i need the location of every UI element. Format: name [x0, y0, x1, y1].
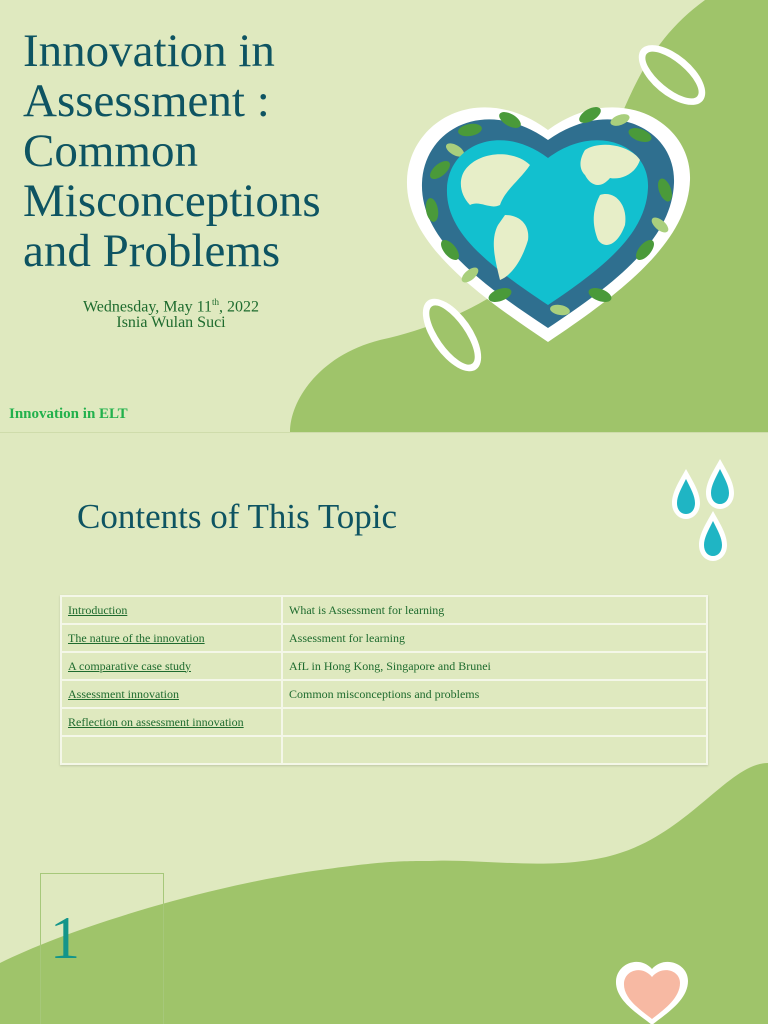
table-row — [61, 708, 707, 736]
topic-link[interactable]: Introduction — [68, 602, 128, 617]
topic-link[interactable]: Assessment innovation — [68, 686, 179, 701]
title-slide — [0, 0, 768, 432]
topic-cell — [61, 624, 282, 652]
date-year: , 2022 — [219, 298, 260, 316]
detail-cell: Common misconceptions and problems — [282, 680, 707, 708]
table-row — [61, 652, 707, 680]
table-row — [61, 736, 707, 764]
table-row — [61, 624, 707, 652]
presentation-title — [23, 26, 321, 276]
date-superscript: th — [212, 297, 220, 307]
topic-cell — [61, 708, 282, 736]
page-number: 1 — [50, 905, 80, 971]
title-line: Common — [23, 125, 198, 177]
detail-cell — [282, 708, 707, 736]
topic-link[interactable]: Reflection on assessment innovation — [68, 714, 244, 729]
course-label: Innovation in ELT — [9, 406, 128, 422]
contents-table — [60, 595, 708, 765]
title-line: Assessment : — [23, 75, 270, 127]
title-line: and Problems — [23, 225, 281, 277]
title-line: Innovation in — [23, 25, 275, 77]
table-row — [61, 680, 707, 708]
detail-cell: What is Assessment for learning — [282, 596, 707, 624]
title-line: Misconceptions — [23, 175, 321, 227]
topic-cell — [61, 680, 282, 708]
topic-cell — [61, 736, 282, 764]
topic-link[interactable]: The nature of the innovation — [68, 630, 205, 645]
detail-cell: Assessment for learning — [282, 624, 707, 652]
date-text: Wednesday, May 11 — [82, 298, 213, 316]
topic-cell — [61, 596, 282, 624]
table-row — [61, 596, 707, 624]
detail-cell: AfL in Hong Kong, Singapore and Brunei — [282, 652, 707, 680]
topic-link[interactable]: A comparative case study — [68, 658, 191, 673]
author-name: Isnia Wulan Suci — [116, 314, 226, 331]
detail-cell — [282, 736, 707, 764]
contents-slide — [0, 432, 768, 1024]
contents-heading: Contents of This Topic — [77, 497, 398, 536]
topic-cell — [61, 652, 282, 680]
